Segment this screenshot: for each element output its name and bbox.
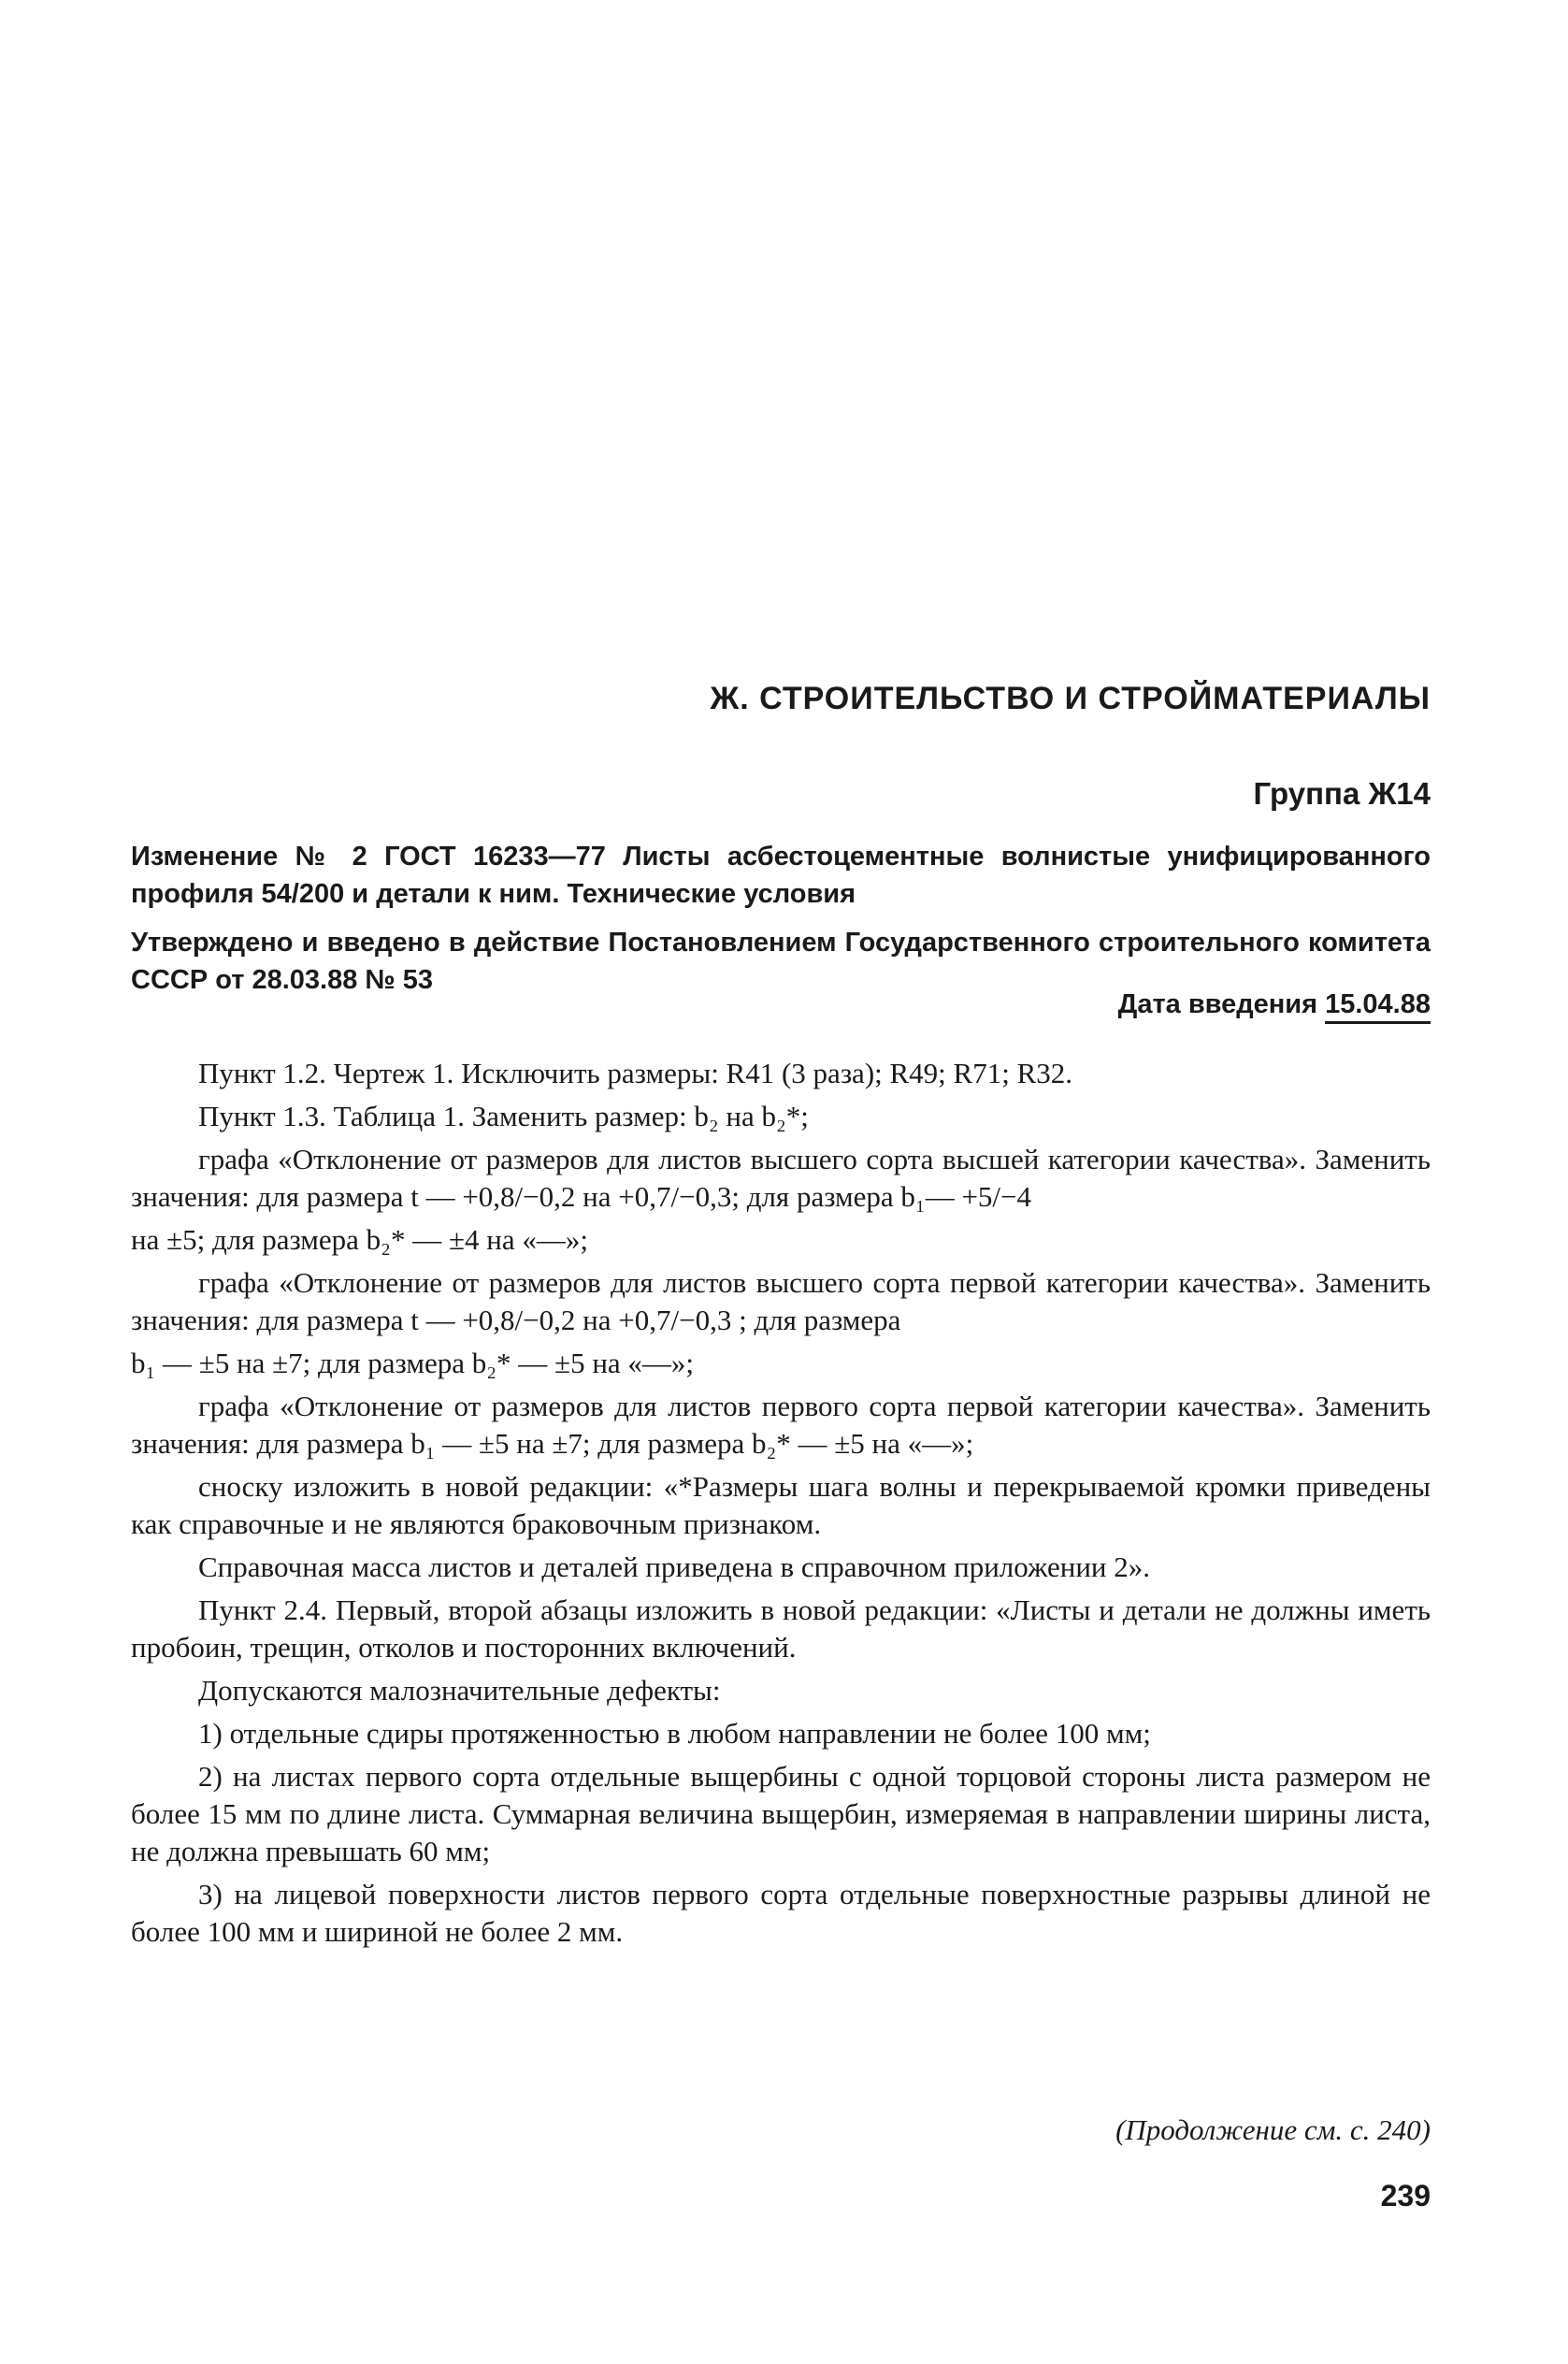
paragraph: 1) отдельные сдиры протяженностью в любом направлении не более 100 мм; — [198, 1717, 1151, 1750]
paragraph: графа «Отклонение от размеров для листов первого сорта первой категории качества». Заменить значения: для размера b₁ — ±5 на ±7; для размера b₂* — ±5 на «—»; — [131, 1390, 1431, 1460]
paragraph: 3) на лицевой поверхности листов первого сорта отдельные поверхностные разрывы длиной не более 100 мм и шириной не более 2 мм. — [131, 1878, 1431, 1948]
intro-date — [1118, 989, 1431, 1020]
approval-statement: Утверждено и введено в действие Постановлением Государственного строительного комитета СССР от 28.03.88 № 53 — [131, 928, 1431, 995]
paragraph: Пункт 1.2. Чертеж 1. Исключить размеры: R41 (3 раза); R49; R71; R32. — [198, 1057, 1073, 1089]
paragraph: на ±5; для размера b₂* — ±4 на «—»; — [131, 1223, 588, 1256]
paragraph: графа «Отклонение от размеров для листов высшего сорта первой категории качества». Заменить значения: для размера t — +0,8/−0,2 на +0,7/−0,3 ; для размера — [131, 1266, 1431, 1336]
paragraph: Пункт 2.4. Первый, второй абзацы изложить в новой редакции: «Листы и детали не должны иметь пробоин, трещин, отколов и посторонних включений. — [131, 1593, 1431, 1664]
group-label: Группа Ж14 — [1253, 776, 1431, 811]
continuation-note: (Продолжение см. с. 240) — [1115, 2113, 1431, 2146]
page-number: 239 — [1380, 2179, 1431, 2213]
intro-date-label: Дата введения — [1117, 989, 1318, 1019]
intro-date-value: 15.04.88 — [1325, 989, 1431, 1024]
paragraph: сноску изложить в новой редакции: «*Размеры шага волны и перекрываемой кромки приведены как справочные и не являются браковочным признаком. — [131, 1470, 1431, 1540]
paragraph: графа «Отклонение от размеров для листов высшего сорта высшей категории качества». Заменить значения: для размера t — +0,8/−0,2 на +0,7/−0,3; для размера b₁— +5/−4 — [131, 1143, 1431, 1213]
paragraph: Справочная масса листов и деталей приведена в справочном приложении 2». — [198, 1550, 1151, 1583]
document-page — [131, 0, 1431, 2364]
change-title: Изменение № 2 ГОСТ 16233—77 Листы асбестоцементные волнистые унифицированного профиля 54/200 и детали к ним. Технические условия — [131, 842, 1431, 909]
body-text — [131, 1055, 1431, 1956]
section-title: Ж. СТРОИТЕЛЬСТВО И СТРОЙМАТЕРИАЛЫ — [710, 681, 1431, 716]
paragraph: Пункт 1.3. Таблица 1. Заменить размер: b₂ на b₂*; — [198, 1100, 809, 1132]
paragraph: 2) на листах первого сорта отдельные выщербины с одной торцовой стороны листа размером не более 15 мм по длине листа. Суммарная величина выщербин, измеряемая в направлении ширины листа, не должна превышать 60 мм; — [131, 1760, 1431, 1867]
paragraph: Допускаются малозначительные дефекты: — [198, 1674, 721, 1707]
paragraph: b₁ — ±5 на ±7; для размера b₂* — ±5 на «—»; — [131, 1347, 695, 1379]
